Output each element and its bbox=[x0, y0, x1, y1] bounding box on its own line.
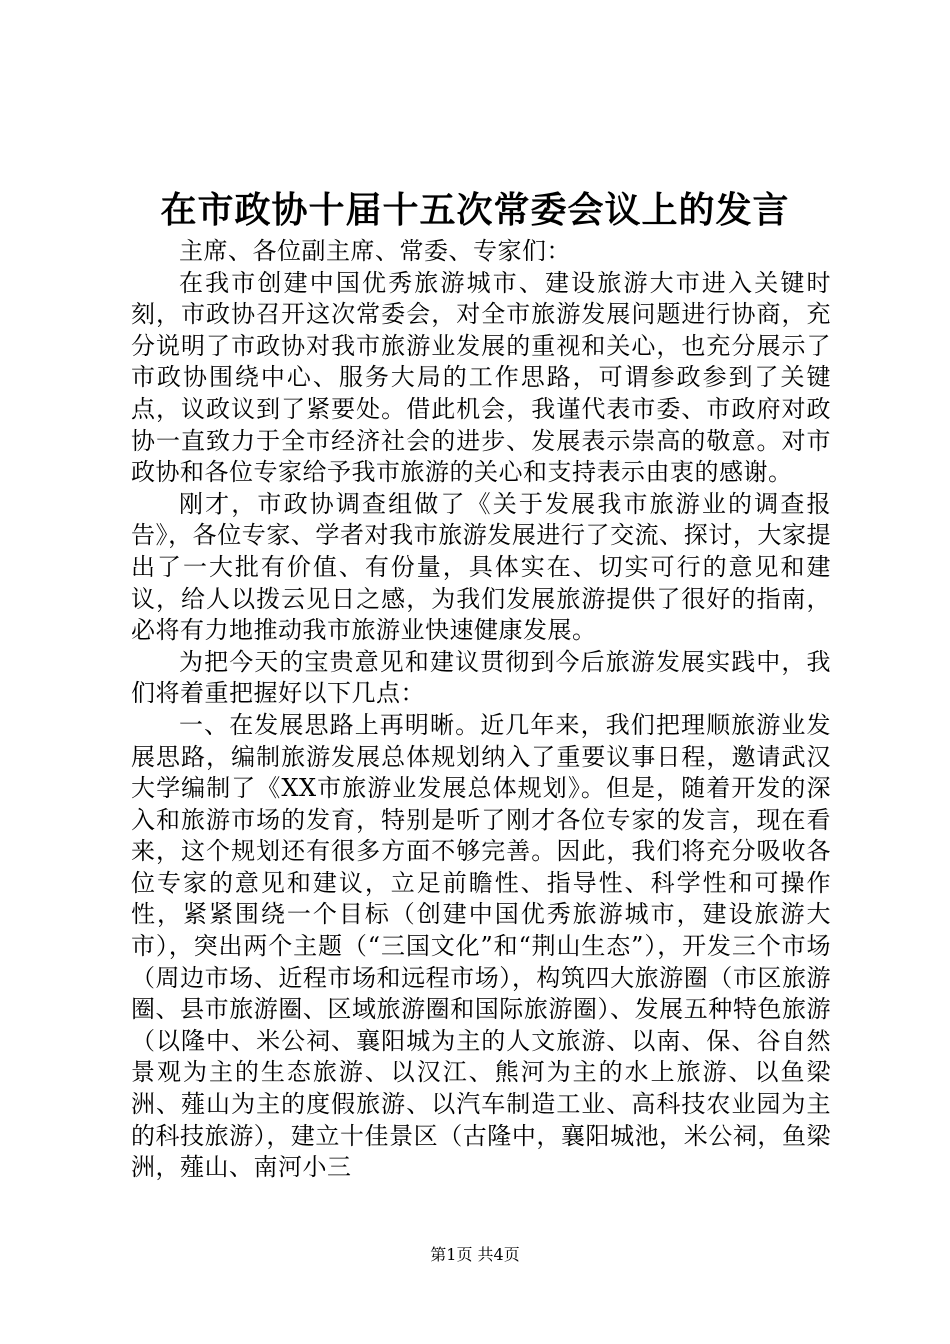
page-number: 第1页 bbox=[430, 1245, 473, 1264]
salutation-paragraph: 主席、各位副主席、常委、专家们： bbox=[179, 237, 571, 265]
body-paragraph-2: 刚才，市政协调查组做了《关于发展我市旅游业的调查报告》，各位专家、学者对我市旅游发展进行了交流、探讨，大家提出了一大批有价值、有份量，具体实在、切实可行的意见和建议，给人以拨云见日之感，为我们发展旅游提供了很好的指南，必将有力地推动我市旅游业快速健康发展。 bbox=[131, 489, 831, 645]
document-title: 在市政协十届十五次常委会议上的发言 bbox=[160, 189, 790, 231]
body-paragraph-4: 一、在发展思路上再明晰。近几年来，我们把理顺旅游业发展思路，编制旅游发展总体规划纳入了重要议事日程，邀请武汉大学编制了《XX市旅游业发展总体规划》。但是，随着开发的深入和旅游市场的发育，特别是听了刚才各位专家的发言，现在看来，这个规划还有很多方面不够完善。因此，我们将充分吸收各位专家的意见和建议，立足前瞻性、指导性、科学性和可操作性，紧紧围绕一个目标（创建中国优秀旅游城市，建设旅游大市），突出两个主题（“三国文化”和“荆山生态”），开发三个市场（周边市场、近程市场和远程市场），构筑四大旅游圈（市区旅游圈、县市旅游圈、区域旅游圈和国际旅游圈）、发展五种特色旅游（以隆中、米公祠、襄阳城为主的人文旅游、以南、保、谷自然景观为主的生态旅游、以汉江、熊河为主的水上旅游、以鱼梁洲、薤山为主的度假旅游、以汽车制造工业、高科技农业园为主的科技旅游），建立十佳景区（古隆中，襄阳城池，米公祠，鱼梁洲，薤山、南河小三 bbox=[131, 710, 831, 1182]
body-paragraph-3: 为把今天的宝贵意见和建议贯彻到今后旅游发展实践中，我们将着重把握好以下几点： bbox=[131, 647, 831, 708]
page-total: 共4页 bbox=[477, 1245, 520, 1264]
document-body bbox=[131, 236, 831, 1184]
body-paragraph-1: 在我市创建中国优秀旅游城市、建设旅游大市进入关键时刻，市政协召开这次常委会，对全市旅游发展问题进行协商，充分说明了市政协对我市旅游业发展的重视和关心，也充分展示了市政协围绕中心、服务大局的工作思路，可谓参政参到了关键点，议政议到了紧要处。借此机会，我谨代表市委、市政府对政协一直致力于全市经济社会的进步、发展表示崇高的敬意。对市政协和各位专家给予我市旅游的关心和支持表示由衷的感谢。 bbox=[131, 268, 831, 487]
page-footer bbox=[0, 1244, 950, 1266]
